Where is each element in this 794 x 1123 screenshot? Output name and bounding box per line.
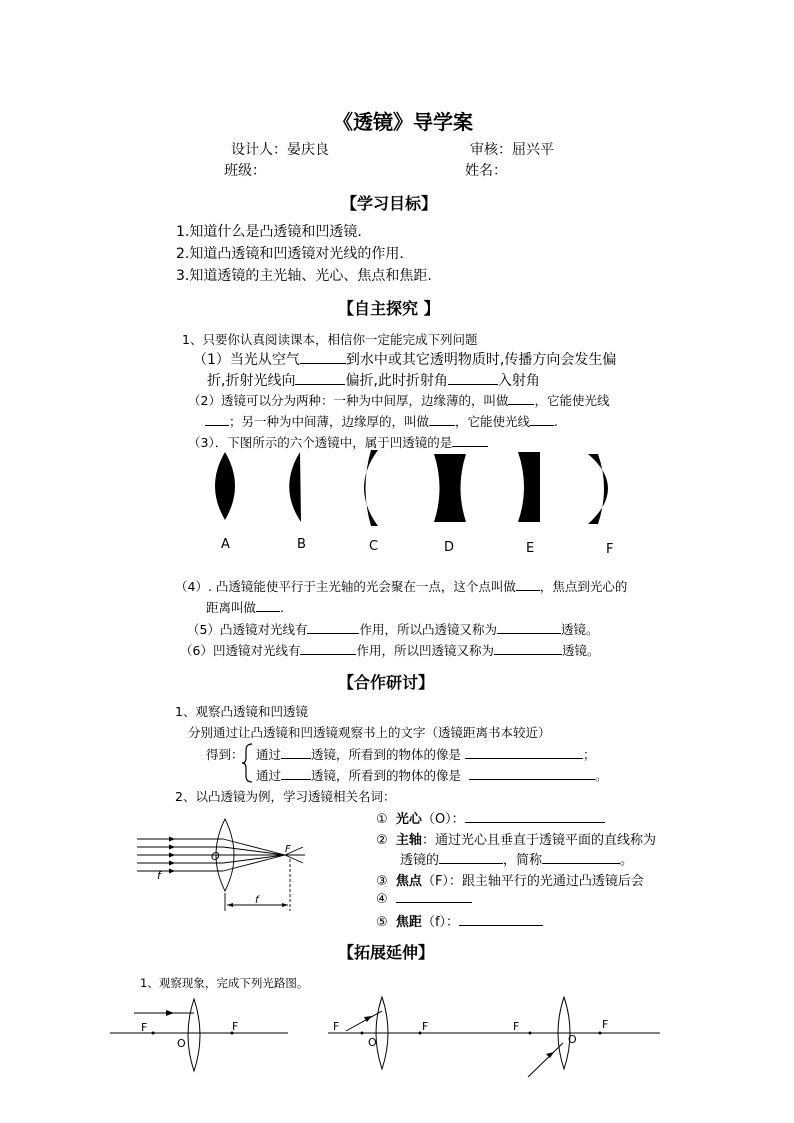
class-label: 班级： [224,163,266,179]
text: 焦点 [395,874,422,889]
coop-row1 [256,745,596,763]
text: ，焦点到光心的 [539,579,628,594]
lens-b [289,452,301,522]
text: （4）. 凸透镜能使平行于主光轴的光会聚在一点，这个点叫做 [175,579,516,594]
text: ② [376,833,388,848]
blank[interactable] [396,890,472,903]
diagram-label-focus: F [285,844,291,855]
text: ：通过光心且垂直于透镜平面的直线称为 [421,833,656,848]
text: （6）凹透镜对光线有 [180,643,301,658]
lens-f [588,454,608,524]
term-main-axis [376,829,656,848]
ray1-left-focus: F [141,1021,148,1034]
lens-label-d: D [444,540,455,555]
explore-q2-line1 [188,391,609,409]
ray2-right-focus: F [422,1020,429,1033]
ray2-center: O [368,1036,377,1049]
ray3-right-focus: F [602,1018,609,1031]
coop-q2: 2、以凸透镜为例，学习透镜相关名词： [175,789,396,804]
text: 偏折,此时折射角 [345,373,448,389]
coop-q1-desc: 分别通过让凸透镜和凹透镜观察书上的文字（透镜距离书本较近） [188,725,551,740]
blank[interactable] [256,599,280,612]
coop-row2 [256,766,608,784]
text: ，它能使光线 [455,414,531,429]
goal-item: 3.知道透镜的主光轴、光心、焦点和焦距. [176,268,432,284]
text: 透镜。 [561,643,600,658]
term-focus-blank [376,890,472,907]
extend-q1: 1、观察现象，完成下列光路图。 [140,976,309,990]
ray2-left-focus: F [333,1020,340,1033]
blank[interactable] [530,413,554,426]
text: 主轴 [395,833,422,848]
diagram-label-f-small: f [157,869,161,882]
lens-c [364,450,378,526]
text: 通过 [256,768,282,783]
explore-heading: 【自主探究 】 [338,299,440,318]
lens-e [518,452,540,522]
diagram-label-f-distance: f [255,895,259,906]
goals-heading: 【学习目标】 [341,194,438,213]
text: 透镜的 [400,853,440,868]
goal-item: 1.知道什么是凸透镜和凹透镜. [176,224,362,240]
ray1-center: O [177,1037,186,1050]
text: . [280,600,284,615]
blank[interactable] [205,413,229,426]
text: 透镜，所看到的物体的像是 [311,747,462,762]
blank[interactable] [465,746,583,759]
blank[interactable] [448,372,498,385]
explore-q1-line2 [207,370,540,390]
text: （5）凸透镜对光线有 [187,622,308,637]
term-focal-length [376,911,543,930]
text: 。 [595,768,608,783]
explore-q2-line2 [205,412,558,430]
blank[interactable] [497,621,561,634]
coop-q1: 1、观察凸透镜和凹透镜 [175,704,308,719]
term-optical-center [376,808,605,827]
text: 光心 [395,812,422,827]
text: ③ [376,874,388,889]
lens-label-f: F [606,542,614,557]
text: （3）．下图所示的六个透镜中，属于凹透镜的是 [188,435,453,450]
text: 透镜。 [560,622,599,637]
text: 入射角 [497,373,540,389]
blank[interactable] [300,351,346,364]
ray3-left-focus: F [513,1020,520,1033]
text: （f）： [421,915,460,930]
text: 作用，所以凸透镜又称为 [359,622,497,637]
text: ； [583,747,596,762]
text: ；另一种为中间薄，边缘厚的，叫做 [229,414,430,429]
explore-q1-line1 [193,349,616,369]
ray1-right-focus: F [232,1020,239,1033]
convex-lens-diagram [135,815,305,915]
blank[interactable] [465,810,605,823]
blank[interactable] [281,767,311,780]
text: 通过 [256,747,282,762]
text: （O）： [421,812,465,827]
coop-get: 得到： [206,747,244,762]
lens-label-a: A [221,537,230,552]
text: 透镜，所看到的物体的像是 [311,768,462,783]
term-focus [376,870,644,889]
blank[interactable] [295,372,345,385]
text: 距离叫做 [206,600,257,615]
blank[interactable] [469,767,595,780]
diagram-label-o: O [211,850,220,863]
ray3-center: O [568,1033,577,1046]
coop-heading: 【合作研讨】 [338,673,435,692]
lens-label-b: B [297,537,306,552]
text: 折,折射光线向 [207,373,296,389]
text: （1）当光从空气 [193,352,300,368]
text: ⑤ [376,915,388,930]
text: 。 [620,853,634,868]
lens-label-c: C [369,539,379,554]
explore-q5 [187,620,599,638]
text: （2）透镜可以分为两种：一种为中间厚，边缘薄的，叫做 [188,393,509,408]
blank[interactable] [516,578,540,591]
ray-diagrams [108,995,668,1080]
extend-heading: 【拓展延伸】 [338,943,435,962]
goal-item: 2.知道凸透镜和凹透镜对光线的作用. [176,246,404,262]
text: （F）：跟主轴平行的光通过凸透镜后会 [421,874,644,889]
blank[interactable] [494,642,562,655]
explore-q1-intro: 1、只要你认真阅读课本，相信你一定能完成下列问题 [182,332,478,347]
page-title: 《透镜》导学案 [333,110,473,134]
text: . [554,414,559,429]
explore-q6 [180,641,600,659]
blank[interactable] [542,851,620,864]
blank[interactable] [452,434,488,447]
name-label: 姓名： [465,163,507,179]
text: 作用，所以凹透镜又称为 [356,643,494,658]
blank[interactable] [429,413,455,426]
text: ，简称 [503,853,543,868]
explore-q4-line2 [206,598,284,616]
text: 焦距 [395,915,422,930]
blank[interactable] [281,746,311,759]
reviewer: 审核：屈兴平 [470,142,554,158]
term-main-axis-line2 [400,849,633,868]
lens-a [215,452,235,520]
blank[interactable] [439,851,503,864]
text: 到水中或其它透明物质时,传播方向会发生偏 [345,352,617,368]
lens-label-e: E [526,541,535,556]
blank[interactable] [300,642,356,655]
brace-icon [240,742,254,784]
designer: 设计人：晏庆良 [231,142,329,158]
text: ① [376,812,388,827]
blank[interactable] [508,392,534,405]
explore-q4-line1 [175,577,627,595]
blank[interactable] [459,913,543,926]
lens-d [434,454,466,522]
blank[interactable] [307,621,359,634]
text: ，它能使光线 [534,393,610,408]
lens-figure [200,448,640,563]
text: ④ [376,892,388,907]
